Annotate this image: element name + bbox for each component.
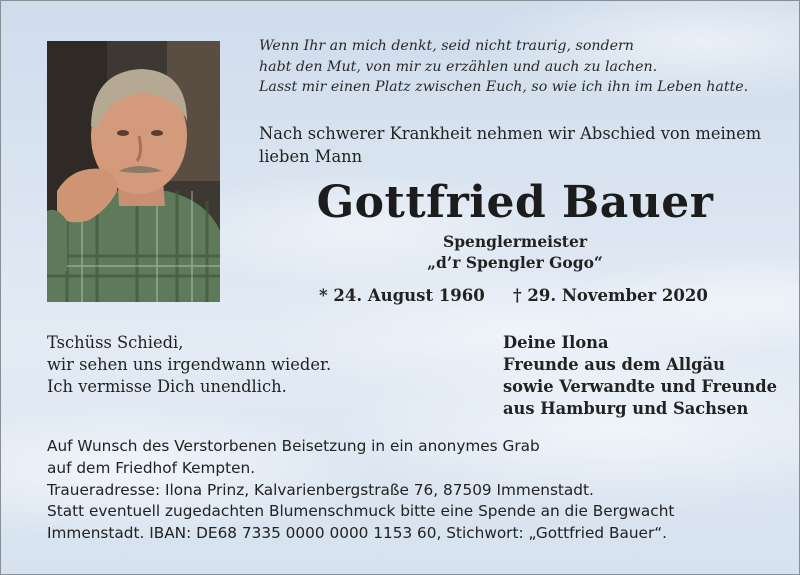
intro-line: Nach schwerer Krankheit nehmen wir Abschied von meinem — [259, 124, 762, 143]
intro-line: lieben Mann — [259, 147, 363, 166]
title-block — [259, 231, 771, 273]
mourners-list — [503, 332, 777, 420]
mourner-line: Deine Ilona — [503, 333, 609, 352]
farewell-line: Ich vermisse Dich unendlich. — [47, 377, 287, 396]
memorial-poem — [259, 36, 748, 98]
notice-line: Traueradresse: Ilona Prinz, Kalvarienbergstraße 76, 87509 Immenstadt. — [47, 480, 594, 499]
farewell-line: Tschüss Schiedi, — [47, 333, 184, 352]
poem-line: habt den Mut, von mir zu erzählen und auch zu lachen. — [259, 58, 658, 75]
notice-line: Statt eventuell zugedachten Blumenschmuck bitte eine Spende an die Bergwacht — [47, 502, 675, 521]
nickname: „d’r Spengler Gogo“ — [427, 253, 603, 272]
funeral-notice — [47, 436, 674, 545]
notice-line: Auf Wunsch des Verstorbenen Beisetzung in ein anonymes Grab — [47, 437, 540, 455]
poem-line: Lasst mir einen Platz zwischen Euch, so wie ich ihn im Leben hatte. — [259, 79, 749, 95]
deceased-name: Gottfried Bauer — [316, 177, 714, 228]
farewell-line: wir sehen uns irgendwann wieder. — [47, 355, 332, 374]
notice-line: Immenstadt. IBAN: DE68 7335 0000 0000 1153 60, Stichwort: „Gottfried Bauer“. — [47, 524, 668, 543]
poem-line: Wenn Ihr an mich denkt, seid nicht traurig, sondern — [259, 38, 634, 54]
mourner-line: Freunde aus dem Allgäu — [503, 355, 725, 374]
profession: Spenglermeister — [443, 232, 587, 251]
mourner-line: aus Hamburg und Sachsen — [503, 399, 749, 418]
notice-line: auf dem Friedhof Kempten. — [47, 458, 256, 477]
portrait-photo — [47, 41, 220, 302]
farewell-message — [47, 332, 331, 398]
intro-text — [259, 122, 779, 168]
birth-date: * 24. August 1960 — [319, 286, 485, 305]
mourner-line: sowie Verwandte und Freunde — [503, 377, 778, 396]
death-date: † 29. November 2020 — [513, 286, 708, 305]
